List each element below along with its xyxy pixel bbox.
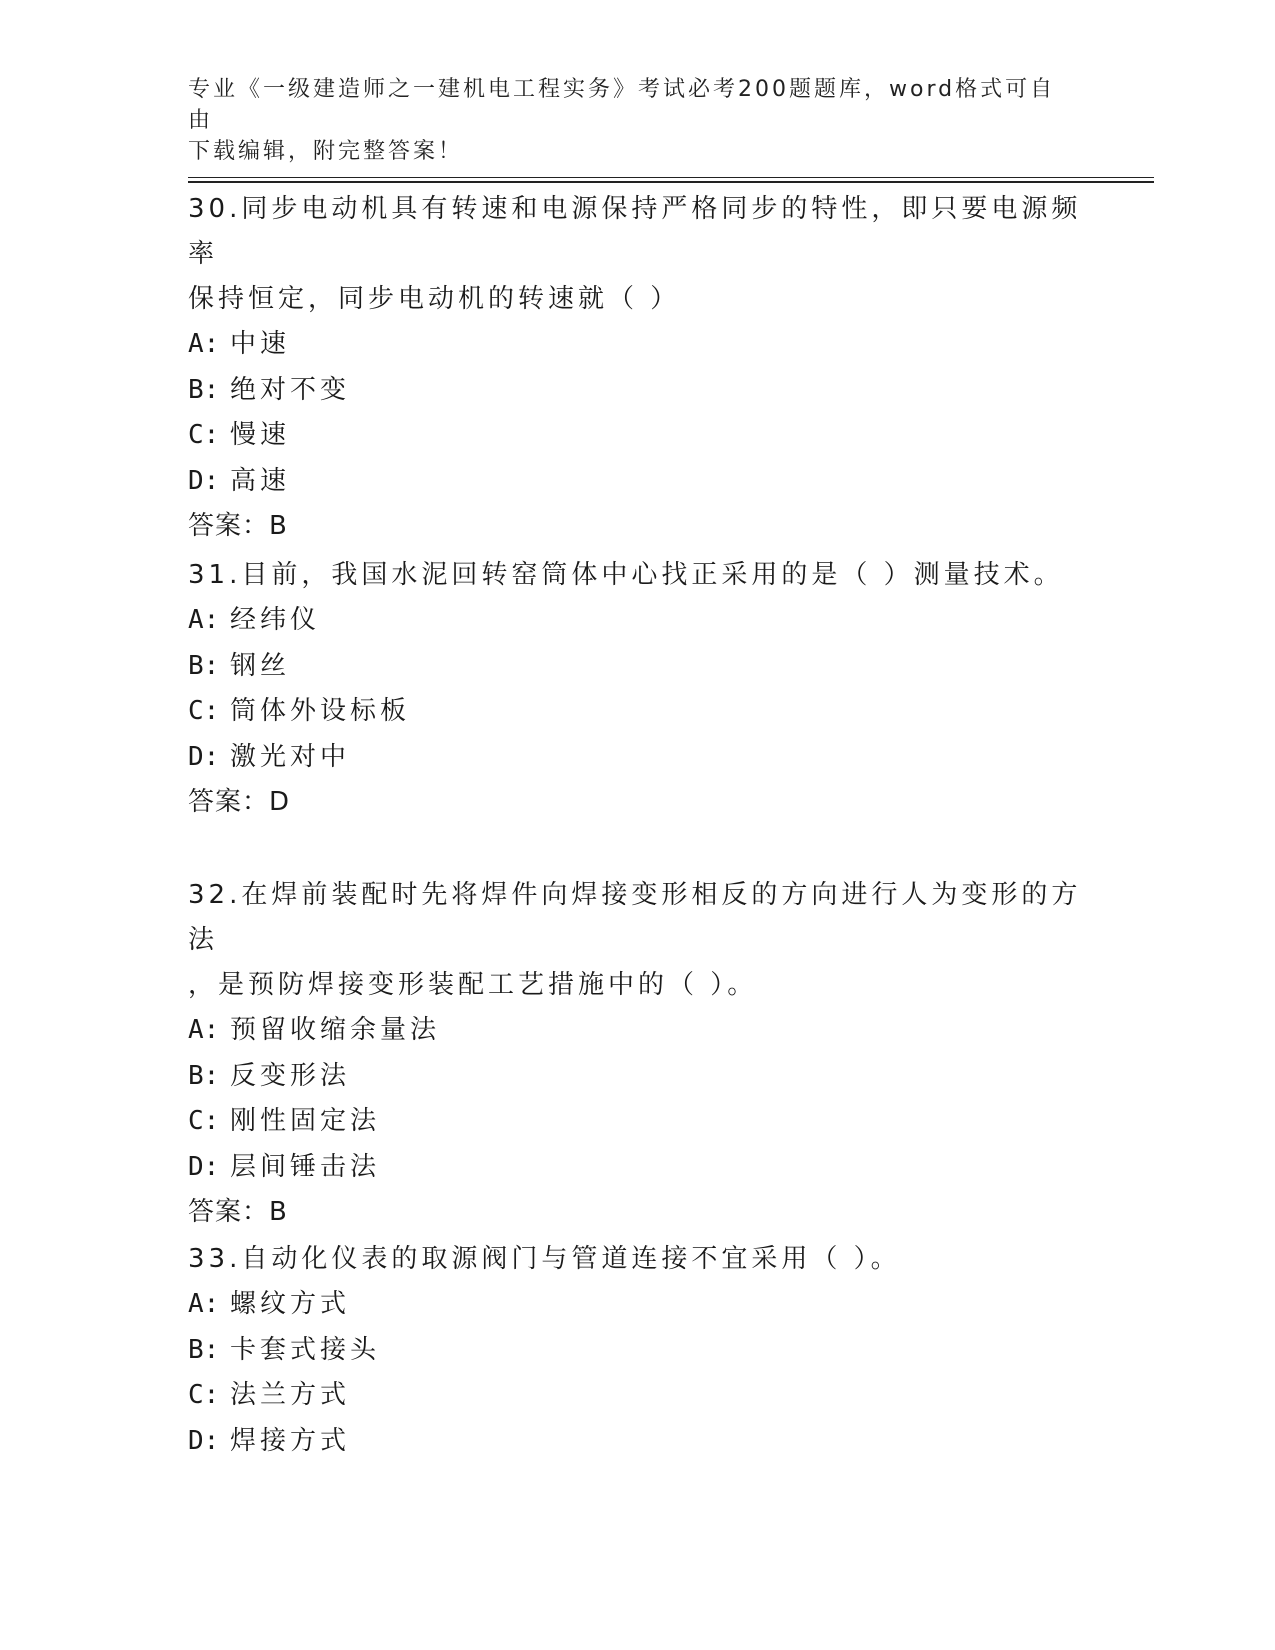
question-stem-line-1: 31.目前，我国水泥回转窑筒体中心找正采用的是（ ）测量技术。 [188,560,1064,590]
option-d [188,1145,1088,1191]
option-a [188,322,1088,368]
option-text: 预留收缩余量法 [230,1015,441,1045]
question-32 [188,873,1088,1235]
option-text: 高速 [230,465,291,496]
question-stem-line-1: 33.自动化仪表的取源阀门与管道连接不宜采用（ ）。 [188,1244,901,1274]
answer: 答案：D [188,787,291,817]
option-c [188,689,1088,735]
option-text: 焊接方式 [230,1425,351,1456]
option-text: 中速 [230,329,291,359]
option-text: 绝对不变 [230,374,351,405]
header-line-2: 下载编辑，附完整答案！ [188,139,464,164]
option-text: 刚性固定法 [230,1106,381,1136]
option-letter: A: [188,1015,220,1045]
option-d [188,459,1088,505]
option-text: 激光对中 [230,741,351,772]
option-c [188,1373,1088,1419]
option-text: 慢速 [230,420,291,450]
answer: 答案：B [188,511,288,541]
option-a [188,598,1088,644]
option-text: 筒体外设标板 [230,696,411,726]
option-letter: A: [188,1289,220,1319]
option-letter: D: [188,1151,220,1182]
option-text: 反变形法 [230,1060,351,1091]
option-letter: B: [188,1060,220,1091]
option-letter: C: [188,420,220,450]
question-30 [188,187,1088,549]
option-letter: B: [188,374,220,405]
option-a [188,1008,1088,1054]
question-stem-line-1: 32.在焊前装配时先将焊件向焊接变形相反的方向进行人为变形的方法 [188,880,1082,955]
answer: 答案：B [188,1197,288,1227]
option-letter: C: [188,1380,220,1410]
header-divider-thin [188,177,1154,178]
question-stem-line-2: ，是预防焊接变形装配工艺措施中的（ ）。 [188,970,758,1000]
option-text: 钢丝 [230,650,291,681]
option-letter: D: [188,465,220,496]
option-letter: A: [188,329,220,359]
option-text: 卡套式接头 [230,1334,381,1365]
header-divider-thick [188,181,1154,183]
option-letter: C: [188,696,220,726]
option-b [188,1328,1088,1374]
option-letter: D: [188,1425,220,1456]
option-text: 螺纹方式 [230,1289,351,1319]
option-letter: A: [188,605,220,635]
question-stem-line-2: 保持恒定，同步电动机的转速就（ ） [188,284,681,314]
option-b [188,644,1088,690]
option-d [188,1419,1088,1465]
option-text: 层间锤击法 [230,1151,381,1182]
option-a [188,1282,1088,1328]
option-letter: D: [188,741,220,772]
option-letter: B: [188,1334,220,1365]
document-header [188,74,1068,167]
option-b [188,1054,1088,1100]
option-c [188,1099,1088,1145]
option-text: 经纬仪 [230,605,321,635]
header-line-1: 专业《一级建造师之一建机电工程实务》考试必考200题题库，word格式可自由 [188,77,1056,133]
option-d [188,735,1088,781]
option-letter: C: [188,1106,220,1136]
option-letter: B: [188,650,220,681]
option-text: 法兰方式 [230,1380,351,1410]
option-c [188,413,1088,459]
question-33 [188,1237,1088,1464]
question-stem-line-1: 30.同步电动机具有转速和电源保持严格同步的特性，即只要电源频率 [188,194,1082,269]
option-b [188,368,1088,414]
question-31 [188,553,1088,825]
